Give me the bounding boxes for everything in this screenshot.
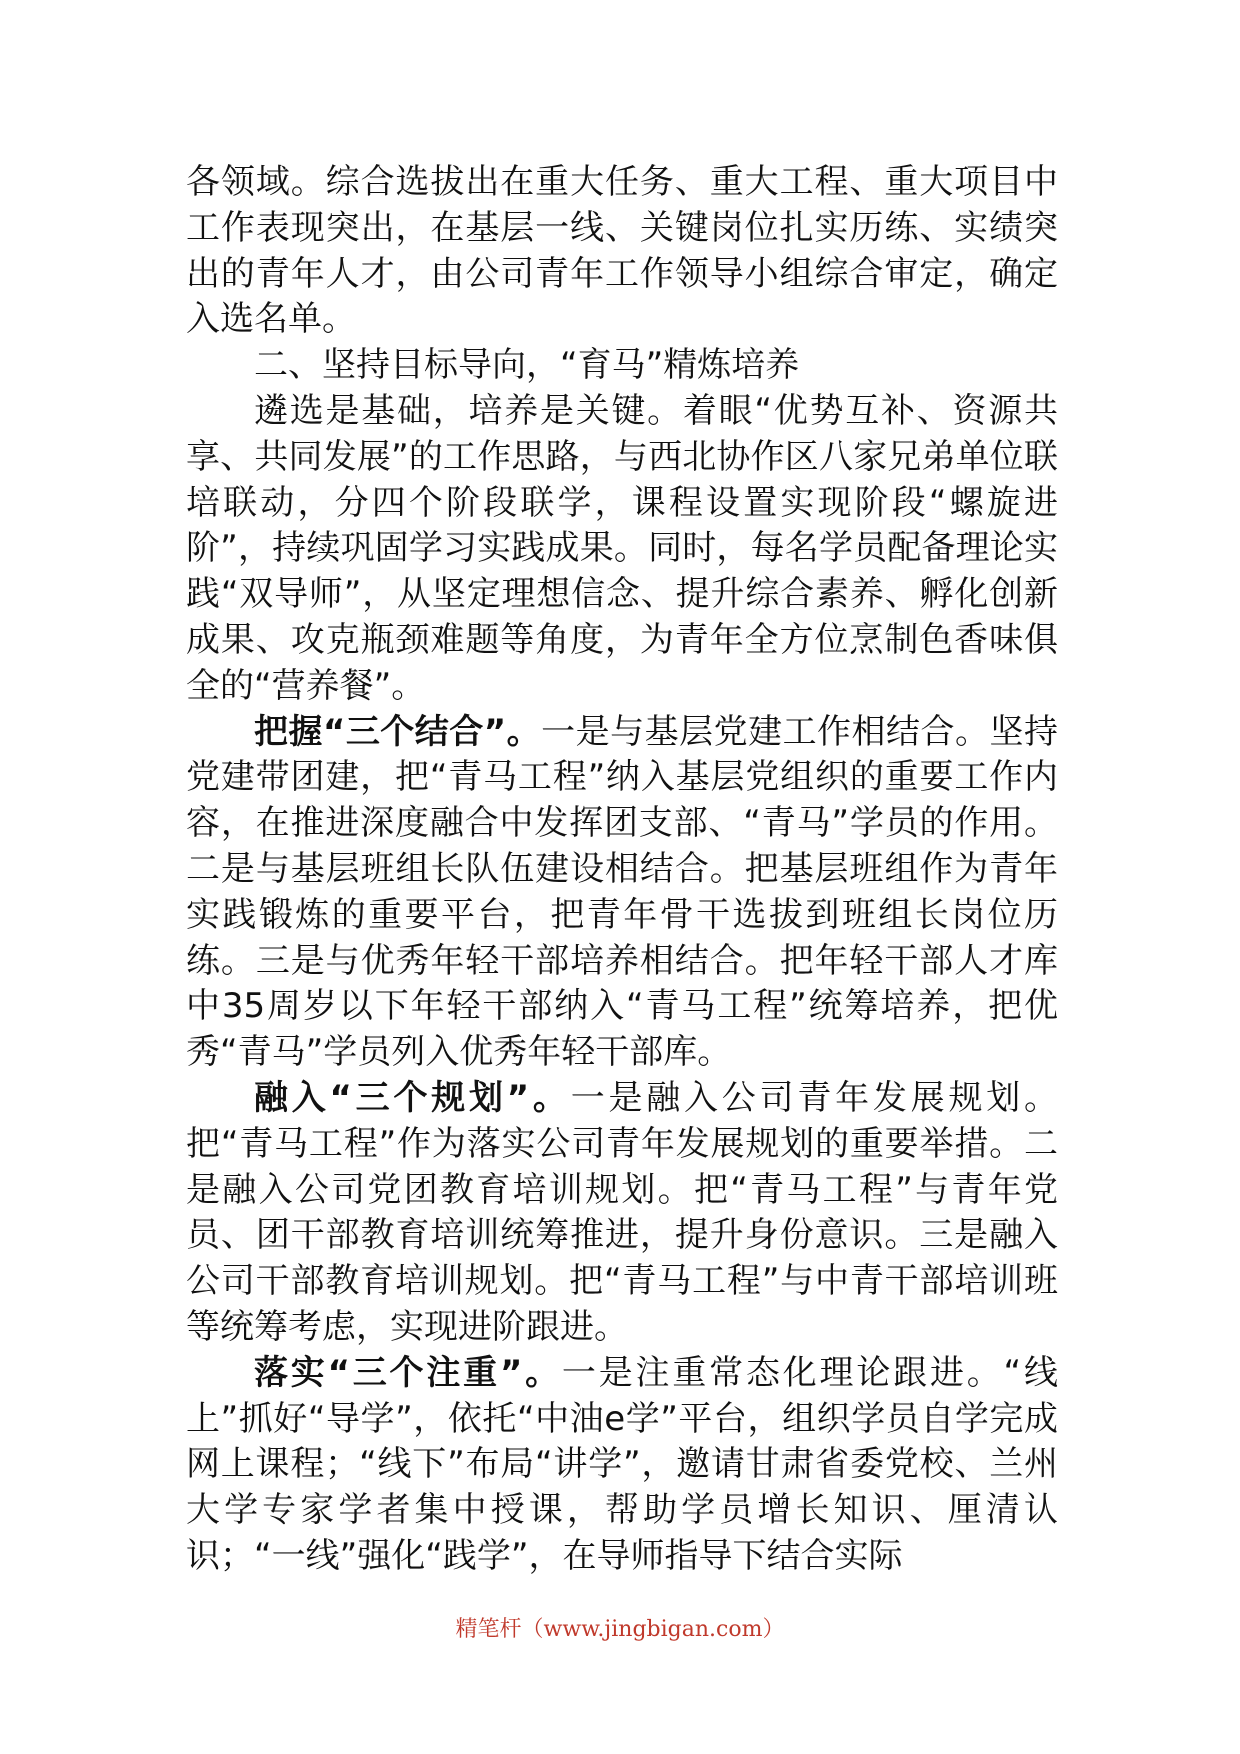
plans-body: 一是融入公司青年发展规划。把“青马工程”作为落实公司青年发展规划的重要举措。二是融入公司党团教育培训规划。把“青马工程”与青年党员、团干部教育培训统筹推进，提升身份意识。三是融入公司干部教育培训规划。把“青马工程”与中青干部培训班等统筹考虑，实现进阶跟进。 <box>186 1077 1058 1347</box>
plans-paragraph <box>186 1076 1058 1351</box>
document-body <box>186 160 1058 1580</box>
intro-paragraph: 各领域。综合选拔出在重大任务、重大工程、重大项目中工作表现突出，在基层一线、关键岗位扎实历练、实绩突出的青年人才，由公司青年工作领导小组综合审定，确定入选名单。 <box>186 162 1058 340</box>
combine-lead: 把握“三个结合”。 <box>254 711 542 752</box>
combine-body: 一是与基层党建工作相结合。坚持党建带团建，把“青马工程”纳入基层党组织的重要工作内容，在推进深度融合中发挥团支部、“青马”学员的作用。二是与基层班组长队伍建设相结合。把基层班组作为青年实践锻炼的重要平台，把青年骨干选拔到班组长岗位历练。三是与优秀年轻干部培养相结合。把年轻干部人才库中35周岁以下年轻干部纳入“青马工程”统筹培养，把优秀“青马”学员列入优秀年轻干部库。 <box>186 711 1059 1073</box>
section-heading: 二、坚持目标导向，“育马”精炼培养 <box>254 345 800 386</box>
plans-lead: 融入“三个规划”。 <box>254 1077 571 1118</box>
training-paragraph: 遴选是基础，培养是关键。着眼“优势互补、资源共享、共同发展”的工作思路，与西北协作区八家兄弟单位联培联动，分四个阶段联学，课程设置实现阶段“螺旋进阶”，持续巩固学习实践成果。同时，每名学员配备理论实践“双导师”，从坚定理想信念、提升综合素养、孵化创新成果、攻克瓶颈难题等角度，为青年全方位烹制色香味俱全的“营养餐”。 <box>186 390 1058 706</box>
focus-lead: 落实“三个注重”。 <box>254 1352 562 1393</box>
footer-watermark: 精笔杆（www.jingbigan.com） <box>455 1617 785 1642</box>
focus-body: 一是注重常态化理论跟进。“线上”抓好“导学”，依托“中油e学”平台，组织学员自学完成网上课程；“线下”布局“讲学”，邀请甘肃省委党校、兰州大学专家学者集中授课，帮助学员增长知识、厘清认识；“一线”强化“践学”，在导师指导下结合实际 <box>186 1352 1058 1576</box>
combine-paragraph <box>186 710 1058 1076</box>
focus-paragraph <box>186 1351 1058 1580</box>
